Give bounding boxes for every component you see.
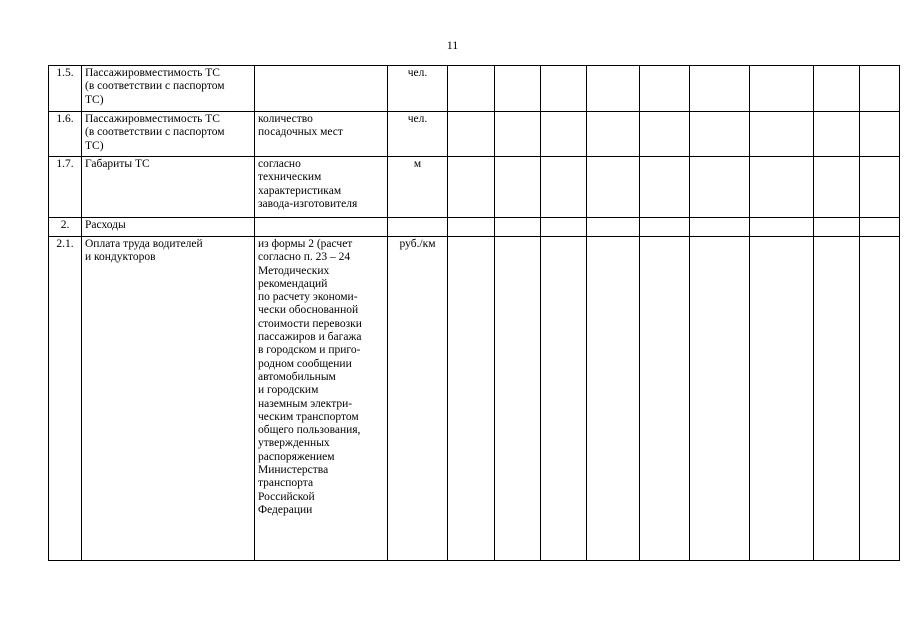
value-cell xyxy=(690,157,750,218)
value-cell xyxy=(860,66,900,112)
value-cell xyxy=(541,112,587,157)
value-cell xyxy=(640,66,690,112)
indicator-name-cell: Габариты ТС xyxy=(82,157,255,218)
value-cell xyxy=(814,218,860,237)
row-number-cell: 1.5. xyxy=(49,66,82,112)
table-row xyxy=(49,237,900,561)
value-cell xyxy=(587,157,640,218)
unit-cell: м xyxy=(388,157,448,218)
value-cell xyxy=(640,157,690,218)
table-row xyxy=(49,218,900,237)
value-cell xyxy=(587,112,640,157)
row-number-cell: 1.6. xyxy=(49,112,82,157)
value-cell xyxy=(541,218,587,237)
table-row xyxy=(49,112,900,157)
value-cell xyxy=(495,218,541,237)
basis-cell xyxy=(255,66,388,112)
table-row xyxy=(49,157,900,218)
value-cell xyxy=(690,237,750,561)
value-cell xyxy=(448,237,495,561)
row-number-cell: 2. xyxy=(49,218,82,237)
value-cell xyxy=(860,112,900,157)
value-cell xyxy=(814,112,860,157)
value-cell xyxy=(814,157,860,218)
unit-cell: руб./км xyxy=(388,237,448,561)
unit-cell: чел. xyxy=(388,112,448,157)
value-cell xyxy=(750,66,814,112)
value-cell xyxy=(750,157,814,218)
value-cell xyxy=(750,237,814,561)
value-cell xyxy=(750,218,814,237)
value-cell xyxy=(690,112,750,157)
basis-cell: из формы 2 (расчет согласно п. 23 – 24 Методических рекомендаций по расчету экономи- чески обоснованной стоимости перевозки пассажиров и багажа в городском и приго- родном сообщении автомобильным и городским наземным электри- ческим транспортом общего пользования, утвержденных распоряжением Министерства транспорта Российской Федерации xyxy=(255,237,388,561)
indicator-name-cell: Пассажировместимость ТС (в соответствии с паспортом ТС) xyxy=(82,112,255,157)
value-cell xyxy=(640,218,690,237)
value-cell xyxy=(495,112,541,157)
page-number: 11 xyxy=(446,38,459,52)
basis-cell xyxy=(255,218,388,237)
basis-cell: согласно техническим характеристикам завода-изготовителя xyxy=(255,157,388,218)
value-cell xyxy=(860,218,900,237)
value-cell xyxy=(690,218,750,237)
value-cell xyxy=(448,112,495,157)
indicator-name-cell: Расходы xyxy=(82,218,255,237)
value-cell xyxy=(814,237,860,561)
value-cell xyxy=(860,237,900,561)
value-cell xyxy=(495,237,541,561)
value-cell xyxy=(860,157,900,218)
value-cell xyxy=(587,66,640,112)
value-cell xyxy=(541,66,587,112)
value-cell xyxy=(587,218,640,237)
value-cell xyxy=(448,157,495,218)
value-cell xyxy=(587,237,640,561)
row-number-cell: 2.1. xyxy=(49,237,82,561)
data-table xyxy=(48,65,900,561)
value-cell xyxy=(495,157,541,218)
value-cell xyxy=(690,66,750,112)
basis-cell: количество посадочных мест xyxy=(255,112,388,157)
value-cell xyxy=(495,66,541,112)
value-cell xyxy=(448,66,495,112)
indicator-name-cell: Оплата труда водителей и кондукторов xyxy=(82,237,255,561)
unit-cell xyxy=(388,218,448,237)
value-cell xyxy=(640,112,690,157)
unit-cell: чел. xyxy=(388,66,448,112)
row-number-cell: 1.7. xyxy=(49,157,82,218)
value-cell xyxy=(448,218,495,237)
table-row xyxy=(49,66,900,112)
value-cell xyxy=(541,237,587,561)
value-cell xyxy=(814,66,860,112)
value-cell xyxy=(640,237,690,561)
value-cell xyxy=(541,157,587,218)
indicator-name-cell: Пассажировместимость ТС (в соответствии с паспортом ТС) xyxy=(82,66,255,112)
value-cell xyxy=(750,112,814,157)
table-body xyxy=(49,66,900,561)
